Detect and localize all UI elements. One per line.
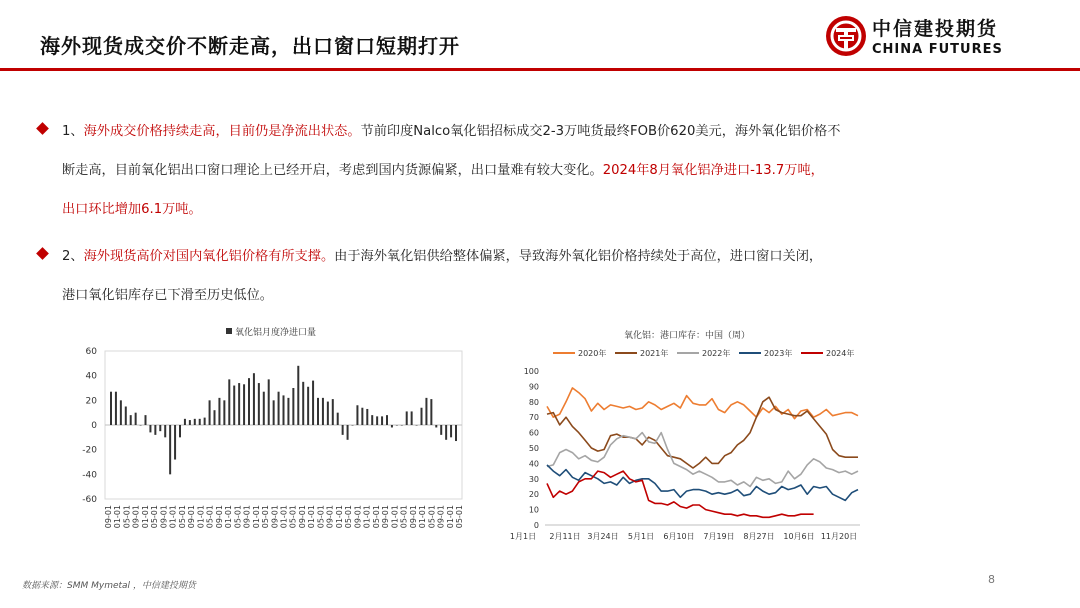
page-number: 8 (988, 573, 995, 586)
bar (135, 413, 137, 425)
series-line (547, 471, 814, 517)
bar (179, 425, 181, 437)
bar (258, 383, 260, 425)
x-tick-label: 01-01 (224, 505, 234, 529)
y-tick-label: 0 (91, 421, 97, 431)
bar (233, 386, 235, 425)
legend-label: 2023年 (764, 349, 793, 358)
bar (228, 379, 230, 425)
x-tick-label: 05-01 (205, 505, 215, 529)
highlight-text: 2024年8月氧化铝净进口-13.7万吨， (602, 163, 824, 178)
bar (337, 413, 339, 425)
legend-label: 2020年 (578, 349, 607, 358)
page-title: 海外现货成交价不断走高，出口窗口短期打开 (40, 34, 460, 58)
x-tick-label: 01-01 (279, 505, 289, 529)
bar (184, 419, 186, 425)
bar (381, 416, 383, 425)
x-tick-label: 05-01 (261, 505, 271, 529)
legend-label: 2021年 (640, 349, 669, 358)
bar (145, 415, 147, 425)
bar (209, 400, 211, 425)
y-tick-label: 60 (85, 347, 97, 357)
bar (317, 398, 319, 425)
bar (356, 405, 358, 425)
x-tick-label: 05-01 (371, 505, 381, 529)
x-tick-label: 01-01 (390, 505, 400, 529)
bar (302, 382, 304, 425)
data-source-note: 数据来源：SMM Mymetal ，中信建投期货 (22, 581, 196, 591)
bar (140, 425, 142, 426)
x-tick-label: 6月10日 (663, 532, 695, 541)
x-tick-label: 09-01 (270, 505, 280, 529)
legend-label: 氧化铝月度净进口量 (235, 328, 317, 338)
bullet-diamond-icon (36, 122, 49, 135)
x-tick-label: 10月6日 (783, 532, 815, 541)
bar (307, 387, 309, 425)
y-tick-label: 20 (85, 396, 97, 407)
net-import-bar-chart (70, 318, 470, 548)
y-tick-label: -60 (82, 495, 97, 505)
legend-label: 2022年 (702, 349, 731, 358)
bar (440, 425, 442, 435)
x-tick-label: 09-01 (131, 505, 141, 529)
x-tick-label: 09-01 (408, 505, 418, 529)
x-tick-label: 05-01 (344, 505, 354, 529)
y-tick-label: -40 (82, 470, 97, 481)
bar (278, 392, 280, 425)
bar (223, 400, 225, 425)
bar (159, 425, 161, 431)
x-tick-label: 01-01 (113, 505, 123, 529)
bar (391, 425, 393, 427)
y-tick-label: 20 (528, 490, 539, 500)
paragraph-1 (38, 112, 978, 232)
bar (149, 425, 151, 432)
bar (445, 425, 447, 440)
logo-chinese-text: 中信建投期货 (872, 18, 999, 40)
y-tick-label: 0 (533, 521, 539, 530)
bar (194, 419, 196, 425)
bar (169, 425, 171, 474)
x-tick-label: 09-01 (242, 505, 252, 529)
bar (115, 392, 117, 425)
x-tick-label: 09-01 (381, 505, 391, 529)
highlight-text: 海外成交价格持续走高，目前仍是净流出状态。 (83, 124, 361, 139)
x-tick-label: 01-01 (362, 505, 372, 529)
bar (238, 383, 240, 425)
bar (425, 398, 427, 425)
x-tick-label: 05-01 (316, 505, 326, 529)
x-tick-label: 09-01 (436, 505, 446, 529)
bar (125, 407, 127, 426)
header-divider (0, 68, 1080, 71)
bar (312, 381, 314, 425)
x-tick-label: 5月1日 (627, 532, 655, 541)
highlight-text: 海外现货高价对国内氧化铝价格有所支撑。 (83, 249, 335, 264)
bar (411, 411, 413, 425)
y-tick-label: 10 (528, 505, 539, 515)
bar (292, 388, 294, 425)
x-tick-label: 01-01 (445, 505, 455, 529)
x-tick-label: 05-01 (233, 505, 243, 529)
x-tick-label: 05-01 (288, 505, 298, 529)
bar (455, 425, 457, 441)
bar (287, 398, 289, 425)
x-tick-label: 09-01 (159, 505, 169, 529)
x-tick-label: 7月19日 (703, 532, 735, 541)
x-tick-label: 01-01 (140, 505, 150, 529)
x-tick-label: 01-01 (196, 505, 206, 529)
x-tick-label: 05-01 (399, 505, 409, 529)
bullet-diamond-icon (36, 247, 49, 260)
x-tick-label: 01-01 (251, 505, 261, 529)
paragraph-1-line-1: 1、海外成交价格持续走高，目前仍是净流出状态。节前印度Nalco氧化铝招标成交2-3万吨货最终FOB价620美元，海外氧化铝价格不 (62, 124, 841, 139)
paragraph-1-line-3: 出口环比增加6.1万吨。 (62, 202, 202, 217)
x-tick-label: 01-01 (168, 505, 178, 529)
x-tick-label: 09-01 (214, 505, 224, 529)
y-tick-label: 50 (528, 444, 539, 453)
legend-marker (226, 328, 232, 334)
bar (386, 415, 388, 425)
bar (342, 425, 344, 435)
bar (322, 398, 324, 425)
bar (248, 378, 250, 425)
bar (435, 425, 437, 427)
bar (154, 425, 156, 435)
bar (199, 419, 201, 425)
x-tick-label: 8月27日 (743, 532, 775, 541)
bar (401, 425, 403, 426)
x-tick-label: 05-01 (122, 505, 132, 529)
bar (366, 409, 368, 425)
x-tick-label: 05-01 (427, 505, 437, 529)
bar (361, 408, 363, 425)
x-tick-label: 09-01 (187, 505, 197, 529)
y-tick-label: 90 (528, 382, 539, 392)
legend-label: 2024年 (826, 349, 855, 358)
x-tick-label: 09-01 (297, 505, 307, 529)
x-tick-label: 05-01 (150, 505, 160, 529)
company-logo (824, 14, 1074, 60)
x-tick-label: 1月1日 (509, 532, 537, 541)
series-line (547, 388, 858, 419)
x-tick-label: 09-01 (104, 505, 113, 529)
bar (110, 392, 112, 425)
x-tick-label: 01-01 (418, 505, 428, 529)
x-tick-label: 09-01 (353, 505, 363, 529)
x-tick-label: 05-01 (177, 505, 187, 529)
bar (218, 398, 220, 425)
citic-logo-icon (824, 14, 868, 58)
x-tick-label: 01-01 (334, 505, 344, 529)
bar (273, 400, 275, 425)
logo-english-text: CHINA FUTURES (872, 42, 1003, 57)
chart-title: 氧化铝：港口库存：中国（周） (623, 331, 751, 341)
bar (263, 392, 265, 425)
port-inventory-line-chart (509, 320, 865, 545)
bar (406, 411, 408, 425)
bar (450, 425, 452, 437)
bar (283, 395, 285, 425)
y-tick-label: 60 (528, 428, 539, 438)
y-tick-label: 30 (528, 474, 539, 484)
paragraph-2-line-1: 2、海外现货高价对国内氧化铝价格有所支撑。由于海外氧化铝供给整体偏紧，导致海外氧化铝价格持续处于高位，进口窗口关闭， (62, 249, 823, 264)
paragraph-2-line-2: 港口氧化铝库存已下滑至历史低位。 (62, 288, 273, 303)
bar (327, 402, 329, 425)
bar (253, 373, 255, 425)
series-line (547, 465, 858, 501)
paragraph-1-line-2: 断走高，目前氧化铝出口窗口理论上已经开启，考虑到国内货源偏紧，出口量难有较大变化。2024年8月氧化铝净进口-13.7万吨， (62, 163, 824, 178)
bar (416, 425, 418, 426)
x-tick-label: 05-01 (455, 505, 464, 529)
y-tick-label: 100 (523, 367, 539, 376)
y-tick-label: -20 (82, 445, 97, 456)
x-tick-label: 09-01 (325, 505, 335, 529)
y-tick-label: 40 (528, 459, 539, 469)
bar (332, 399, 334, 425)
bar (347, 425, 349, 440)
bar (268, 379, 270, 425)
bar (430, 399, 432, 425)
bar (204, 418, 206, 425)
paragraph-2 (38, 237, 978, 317)
x-tick-label: 01-01 (307, 505, 317, 529)
bar (371, 415, 373, 425)
bar (120, 400, 122, 425)
bar (130, 415, 132, 425)
y-tick-label: 80 (528, 397, 539, 407)
x-tick-label: 2月11日 (549, 532, 581, 541)
bar (174, 425, 176, 460)
bar (352, 425, 354, 426)
bar (243, 384, 245, 425)
bar (214, 410, 216, 425)
bar (189, 420, 191, 425)
bar (164, 425, 166, 437)
bar (396, 425, 398, 426)
bar (297, 366, 299, 425)
x-tick-label: 11月20日 (820, 532, 858, 541)
y-tick-label: 40 (85, 371, 97, 382)
bar (421, 408, 423, 425)
y-tick-label: 70 (528, 413, 539, 423)
bar (376, 416, 378, 425)
x-tick-label: 3月24日 (587, 532, 619, 541)
